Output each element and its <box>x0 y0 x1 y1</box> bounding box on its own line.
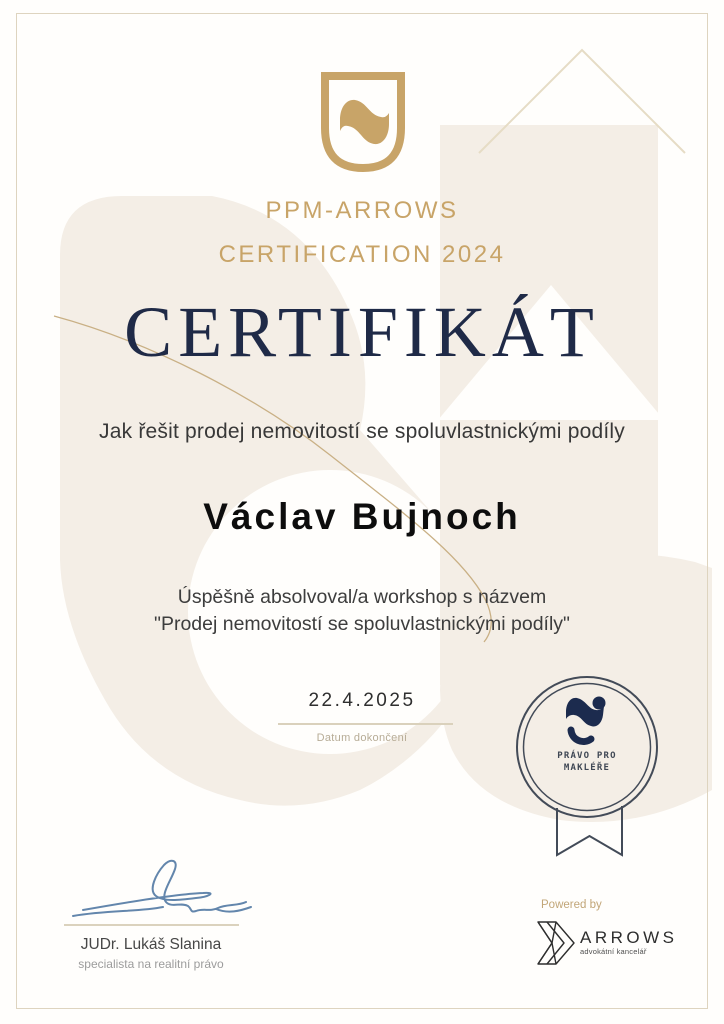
signatory-name: JUDr. Lukáš Slanina <box>80 936 222 953</box>
arrows-brand-name: ARROWS <box>580 928 678 947</box>
program-name: PPM-ARROWS <box>265 197 459 224</box>
certificate-title: CERTIFIKÁT <box>124 292 600 372</box>
signature-underline <box>64 924 239 926</box>
signatory-role: specialista na realitní právo <box>78 957 224 971</box>
handwritten-signature <box>68 850 258 920</box>
powered-by-label: Powered by <box>541 899 602 911</box>
date-underline <box>278 723 453 725</box>
seal-outer-circle <box>517 677 657 817</box>
ppm-shield-logo-icon <box>321 72 405 172</box>
seal-logo-mark <box>566 697 606 742</box>
seal-inner-circle <box>524 684 651 811</box>
date-caption: Datum dokončení <box>316 732 408 744</box>
arrows-brand-subtitle: advokátní kancelář <box>580 947 647 956</box>
recipient-name: Václav Bujnoch <box>203 496 521 537</box>
seal-text-line-2: MAKLÉŘE <box>563 762 611 773</box>
completion-line-1: Úspěšně absolvoval/a workshop s názvem <box>177 586 547 608</box>
seal-text <box>504 751 670 774</box>
completion-line-2: "Prodej nemovitostí se spoluvlastnickými podíly" <box>154 613 570 635</box>
program-year: CERTIFICATION 2024 <box>218 241 506 268</box>
completion-statement <box>0 584 724 638</box>
workshop-subtitle: Jak řešit prodej nemovitostí se spoluvlastnickými podíly <box>99 420 625 443</box>
arrows-chevron-logo-icon <box>536 920 576 966</box>
seal-text-line-1: PRÁVO PRO <box>557 751 617 761</box>
completion-date: 22.4.2025 <box>308 690 416 711</box>
shield-wave <box>340 100 389 144</box>
